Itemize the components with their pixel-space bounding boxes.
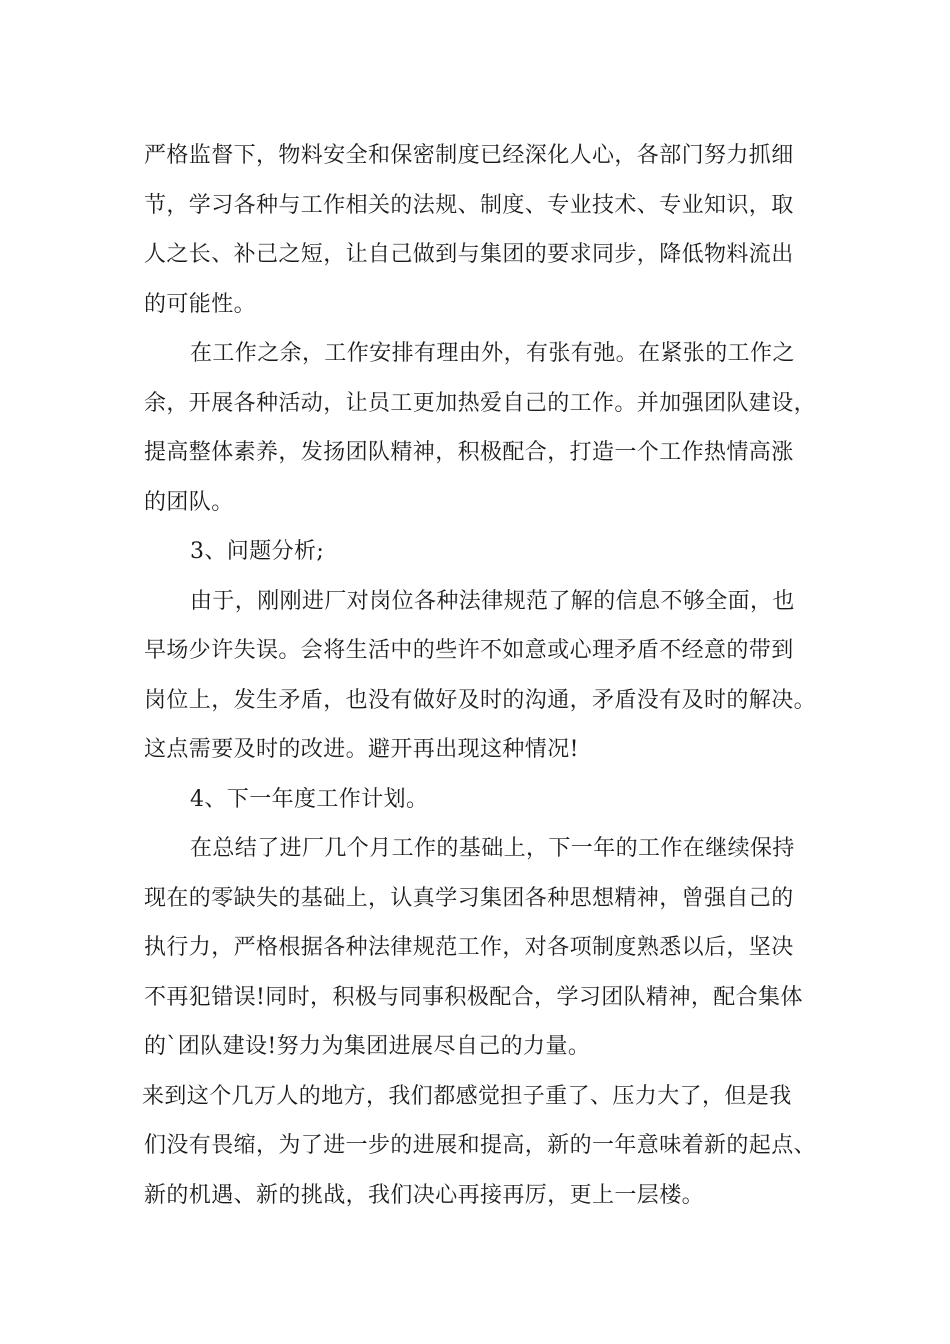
text-line: 执行力，严格根据各种法律规范工作，对各项制度熟悉以后，坚决 bbox=[144, 935, 794, 960]
text-line: 在总结了进厂几个月工作的基础上，下一年的工作在继续保持 bbox=[190, 836, 795, 861]
text-line: 们没有畏缩，为了进一步的进展和提高，新的一年意味着新的起点、 bbox=[144, 1133, 817, 1158]
text-line: 来到这个几万人的地方，我们都感觉担子重了、压力大了，但是我 bbox=[142, 1083, 792, 1109]
section-heading: 4、下一年度工作计划。 bbox=[190, 786, 429, 812]
text-line: 现在的零缺失的基础上，认真学习集团各种思想精神，曾强自己的 bbox=[144, 885, 794, 911]
text-line: 的团队。 bbox=[144, 489, 234, 515]
text-line: 由于，刚刚进厂对岗位各种法律规范了解的信息不够全面，也 bbox=[190, 588, 795, 614]
text-line: 的可能性。 bbox=[144, 291, 257, 317]
section-heading: 3、问题分析; bbox=[190, 539, 325, 564]
text-line: 提高整体素养，发扬团队精神，积极配合，打造一个工作热情高涨 bbox=[144, 440, 794, 465]
text-line: 的`团队建设!努力为集团进展尽自己的力量。 bbox=[144, 1034, 591, 1059]
text-line: 这点需要及时的改进。避开再出现这种情况! bbox=[144, 737, 579, 762]
text-line: 早场少许失误。会将生活中的些许不如意或心理矛盾不经意的带到 bbox=[144, 638, 794, 663]
text-line: 严格监督下，物料安全和保密制度已经深化人心，各部门努力抓细 bbox=[144, 143, 794, 168]
document-body bbox=[144, 131, 834, 1220]
text-line: 人之长、补己之短，让自己做到与集团的要求同步，降低物料流出 bbox=[144, 242, 794, 267]
text-line: 在工作之余，工作安排有理由外，有张有弛。在紧张的工作之 bbox=[190, 341, 795, 366]
text-line: 节，学习各种与工作相关的法规、制度、专业技术、专业知识，取 bbox=[144, 192, 794, 218]
text-line: 新的机遇、新的挑战，我们决心再接再厉，更上一层楼。 bbox=[144, 1182, 705, 1208]
text-line: 余，开展各种活动，让员工更加热爱自己的工作。并加强团队建设， bbox=[144, 390, 817, 416]
text-line: 岗位上，发生矛盾，也没有做好及时的沟通，矛盾没有及时的解决。 bbox=[144, 687, 817, 713]
text-line: 不再犯错误!同时，积极与同事积极配合，学习团队精神，配合集体 bbox=[144, 984, 803, 1010]
